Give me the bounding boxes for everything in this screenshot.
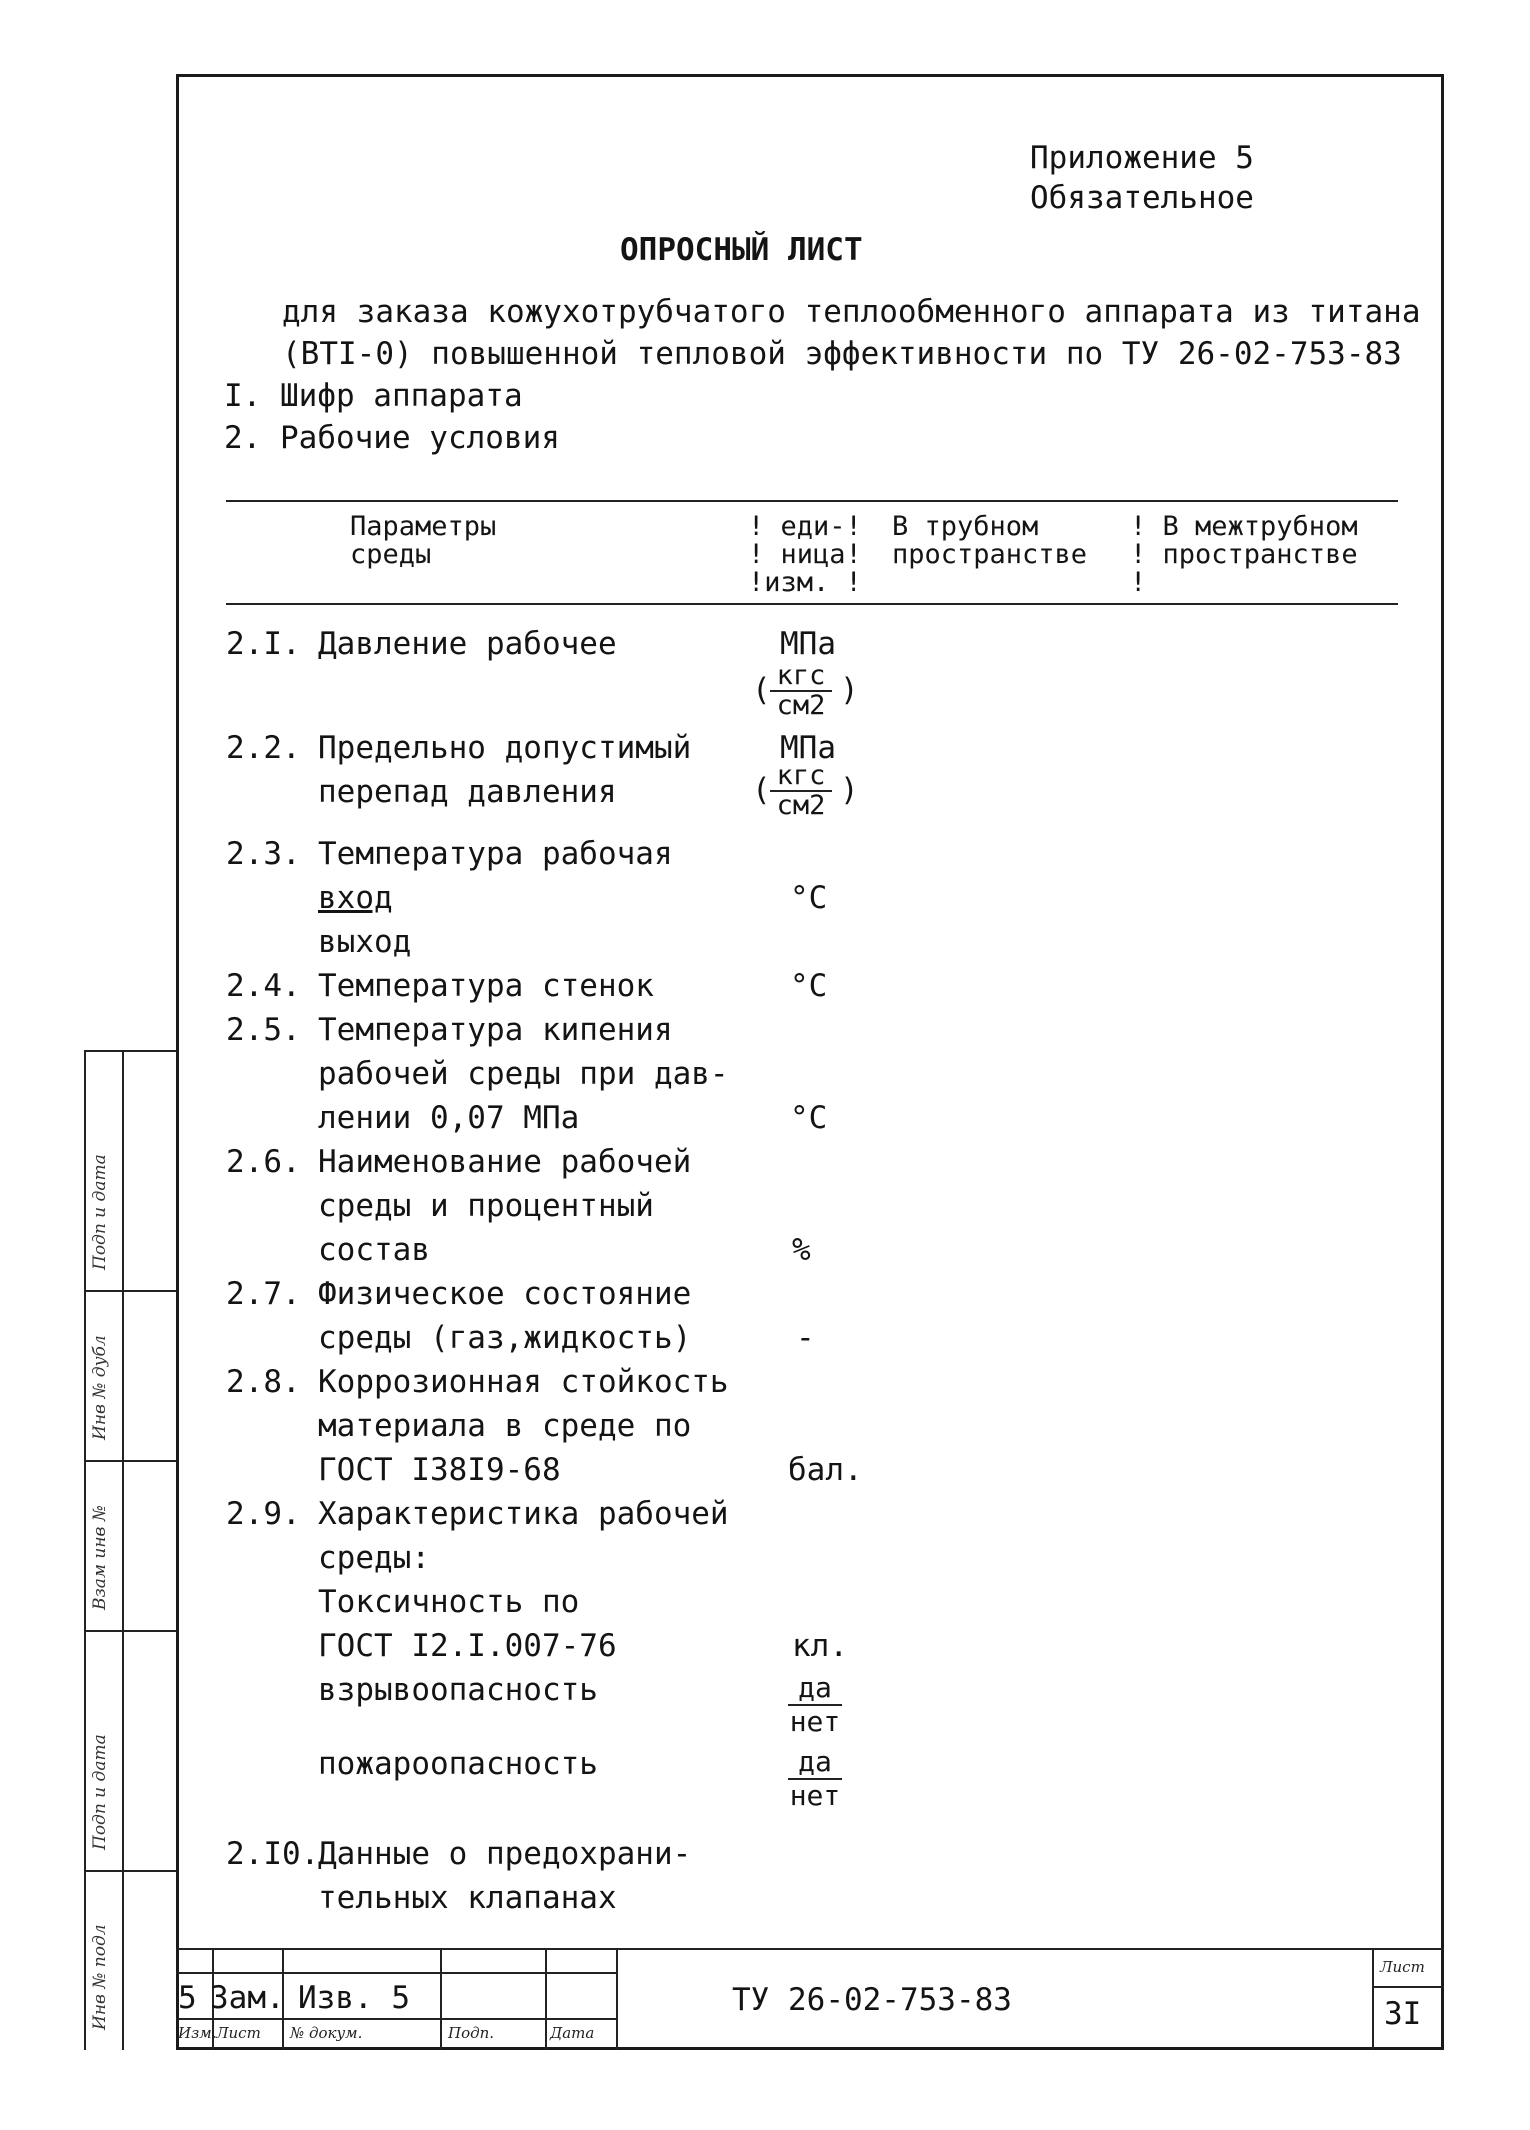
side-strip-rule [84, 1870, 176, 1872]
sheet-label: Лист [1380, 1958, 1425, 1976]
row-param-text: среды: [318, 1540, 430, 1576]
row-param-text: тельных клапанах [318, 1880, 617, 1916]
row-param-text: перепад давления [318, 774, 617, 810]
row-number: 2.7. [226, 1276, 301, 1312]
fraction-denominator: см2 [776, 690, 826, 721]
title-block-row-rule [176, 1972, 616, 1974]
row-param-text: среды (газ,жидкость) [318, 1320, 692, 1356]
side-stamp-label: Взам инв № [90, 1505, 110, 1610]
document-subtitle-line1: для заказа кожухотрубчатого теплообменного аппарата из титана [282, 294, 1421, 330]
col-header-shell-l1: ! В межтрубном [1130, 511, 1358, 542]
side-strip-rule [84, 1290, 176, 1292]
row-unit: - [796, 1320, 815, 1356]
title-block-label: № докум. [290, 2024, 363, 2042]
row-param-text: ГОСТ I38I9-68 [318, 1452, 561, 1488]
row-number: 2.I0. [226, 1836, 320, 1872]
title-block-sheet-rule [1372, 1986, 1444, 1988]
fraction-denominator: см2 [776, 790, 826, 821]
row-param-text: Характеристика рабочей [318, 1496, 729, 1532]
fraction-numerator: кгс [776, 660, 826, 691]
title-block-col [616, 1948, 618, 2050]
appendix-number: Приложение 5 [1030, 140, 1254, 176]
row-param-text: Температура рабочая [318, 836, 673, 872]
row-unit-mpa: МПа [780, 730, 836, 766]
row-param-text: материала в среде по [318, 1408, 692, 1444]
row-param-text: Физическое состояние [318, 1276, 692, 1312]
choice-yes: да [798, 1671, 832, 1704]
row-number: 2.8. [226, 1364, 301, 1400]
side-stamp-label: Подп и дата [90, 1734, 110, 1850]
row-param-text: Наименование рабочей [318, 1144, 692, 1180]
revision-document: Изв. 5 [298, 1980, 410, 2016]
document-subtitle-line2: (ВТI-0) повышенной тепловой эффективности по ТУ 26-02-753-83 [282, 336, 1402, 372]
row-param-text: среды и процентный [318, 1188, 654, 1224]
section-apparatus-code: I. Шифр аппарата [224, 378, 523, 414]
title-block-col [545, 1948, 547, 2050]
row-param-text: Давление рабочее [318, 626, 617, 662]
side-strip-rule [84, 1460, 176, 1462]
paren-close: ) [840, 672, 859, 708]
title-block-col [440, 1948, 442, 2050]
side-strip-rule [84, 1630, 176, 1632]
choice-no: нет [789, 1705, 841, 1738]
side-stamp-label: Инв № дубл [90, 1335, 110, 1440]
row-param-text: взрывоопасность [318, 1672, 598, 1708]
row-number: 2.4. [226, 968, 301, 1004]
col-header-unit-l2: ! ница! [748, 539, 862, 570]
row-param-text: Предельно допустимый [318, 730, 692, 766]
title-block-label: Дата [550, 2024, 595, 2042]
row-param-text: Температура кипения [318, 1012, 673, 1048]
col-header-param-l1: Параметры [350, 511, 497, 542]
title-block-row-rule [176, 2018, 616, 2020]
col-header-shell-l2: ! пространстве [1130, 539, 1358, 570]
fraction-numerator: кгс [776, 760, 826, 791]
section-working-conditions: 2. Рабочие условия [224, 420, 560, 456]
col-header-tube-l1: В трубном [892, 511, 1039, 542]
row-param-text: ГОСТ I2.I.007-76 [318, 1628, 617, 1664]
row-number: 2.3. [226, 836, 301, 872]
row-param-text: Токсичность по [318, 1584, 580, 1620]
paren-close: ) [840, 772, 859, 808]
side-strip-divider [122, 1050, 124, 2050]
row-unit: °С [790, 1100, 828, 1136]
row-param-text: лении 0,07 МПа [318, 1100, 580, 1136]
table-top-rule [226, 500, 1398, 502]
document-title: ОПРОСНЫЙ ЛИСТ [620, 232, 863, 268]
col-header-tube-l2: пространстве [892, 539, 1088, 570]
row-param-text: вход [318, 880, 393, 916]
revision-type: Зам. [210, 1980, 285, 2016]
row-param-text: Коррозионная стойкость [318, 1364, 729, 1400]
title-block-top-rule [176, 1948, 1444, 1950]
appendix-status: Обязательное [1030, 180, 1254, 216]
row-unit: °С [790, 968, 828, 1004]
row-param-text: рабочей среды при дав- [318, 1056, 729, 1092]
row-unit-mpa: МПа [780, 626, 836, 662]
revision-number: 5 [178, 1980, 197, 2016]
title-block-label: Подп. [448, 2024, 495, 2042]
col-header-unit-l1: ! еди-! [748, 511, 862, 542]
side-stamp-label: Инв № подл [90, 1924, 110, 2030]
col-header-unit-l3: !изм. ! [748, 567, 862, 598]
row-number: 2.6. [226, 1144, 301, 1180]
col-header-param-l2: среды [350, 539, 432, 570]
row-param-text: состав [318, 1232, 430, 1268]
row-number: 2.2. [226, 730, 301, 766]
yes-no-choice [780, 1745, 850, 1812]
row-number: 2.5. [226, 1012, 301, 1048]
row-param-text: Данные о предохрани- [318, 1836, 692, 1872]
document-designation: ТУ 26-02-753-83 [732, 1982, 1012, 2018]
side-stamp-label: Подп и дата [90, 1154, 110, 1270]
row-unit: °С [790, 880, 828, 916]
row-param-text: Температура стенок [318, 968, 654, 1004]
row-unit-toxicity-class: кл. [792, 1628, 848, 1664]
title-block-col [1372, 1948, 1374, 2050]
choice-yes: да [798, 1745, 832, 1778]
paren-open: ( [752, 672, 771, 708]
yes-no-choice [780, 1671, 850, 1738]
sheet-number: 3I [1384, 1996, 1422, 2032]
title-block-label: Лист [216, 2024, 261, 2042]
table-header-rule [226, 603, 1398, 605]
paren-open: ( [752, 772, 771, 808]
row-unit: % [792, 1232, 811, 1268]
row-param-text: выход [318, 924, 412, 960]
side-strip-border [84, 1050, 86, 2050]
row-param-text: пожароопасность [318, 1746, 598, 1782]
row-unit: бал. [788, 1452, 863, 1488]
choice-no: нет [789, 1779, 841, 1812]
title-block-label: Изм. [178, 2024, 217, 2042]
side-strip-rule [84, 1050, 176, 1052]
row-number: 2.I. [226, 626, 301, 662]
col-header-shell-l3: ! [1130, 567, 1147, 598]
row-number: 2.9. [226, 1496, 301, 1532]
